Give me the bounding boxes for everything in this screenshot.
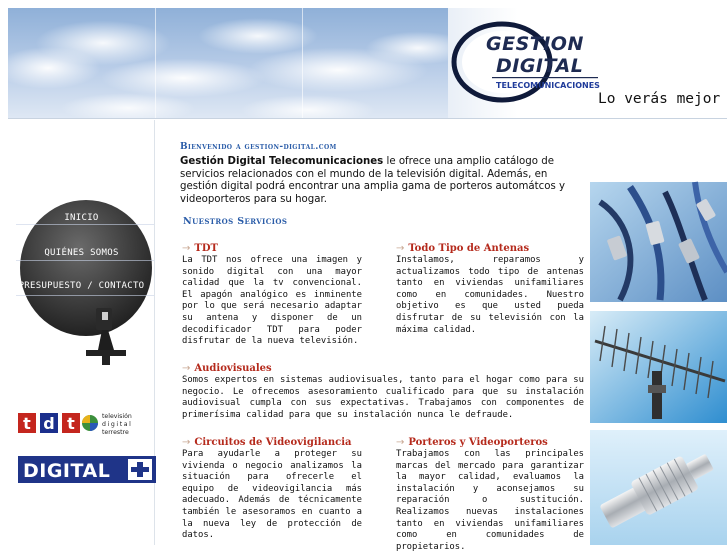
nav-divider [16, 295, 154, 296]
service-antenas [396, 243, 584, 336]
site-logo[interactable] [450, 16, 600, 104]
arrow-icon: → [182, 363, 191, 374]
nav-item-inicio[interactable]: INICIO [64, 213, 99, 223]
tdt-letter-t: t [23, 414, 31, 433]
service-text: Instalamos, reparamos y actualizamos todo tipo de antenas tanto en viviendas unifamiliares como en comunidades. Nuestro objetivo es que usted pueda disfrutar de su televisión con la máxima calidad. [396, 255, 584, 335]
digital-plus-text: DIGITAL [23, 460, 111, 482]
banner-divider [302, 8, 303, 119]
service-text: La TDT nos ofrece una imagen y sonido digital con una mayor calidad que la tv convencional. El apagón analógico es inminente por lo que será necesario adaptar su antena y disponer de un decodificador TDT para poder disfrutar de la nueva televisión. [182, 255, 362, 347]
banner-divider [155, 8, 156, 119]
yagi-antenna-photo [590, 311, 727, 423]
coaxial-cables-photo [590, 182, 727, 302]
digital-plus-logo[interactable] [18, 456, 156, 483]
intro-text: le ofrece una amplio catálogo de servicios relacionados con el mundo de la televisión digital. Además, en gestión digital podrá encontrar una amplia gama de porteros automátcos y videoporteros para su hogar. [180, 156, 566, 205]
nav-item-presupuesto-contacto[interactable]: PRESUPUESTO / CONTACTO [18, 281, 145, 291]
site-header [0, 0, 727, 118]
service-title-text: Audiovisuales [194, 363, 272, 374]
service-title-text: Todo Tipo de Antenas [408, 243, 530, 254]
sky-banner [8, 8, 448, 119]
tdt-letter-d: d [43, 414, 55, 433]
main-content [156, 120, 586, 552]
service-title [182, 437, 362, 449]
service-text: Somos expertos en sistemas audiovisuales, tanto para el hogar como para su negocio. Le ofrecemos asesoramiento cualificado para que su instalación audiovisual cumpla con sus expectativas. Trabajamos con componentes de primerísima calidad para que su instalación nunca le defraude. [182, 375, 584, 420]
nav-divider [16, 260, 154, 261]
service-title [396, 243, 584, 255]
logo-text-digital: DIGITAL [496, 55, 584, 77]
service-title-text: Porteros y Videoporteros [408, 437, 548, 448]
coax-connector-photo [590, 430, 727, 545]
arrow-icon: → [182, 243, 191, 254]
arrow-icon: → [396, 437, 405, 448]
tdt-caption-2: digital [102, 421, 133, 428]
service-text: Para ayudarle a proteger su vivienda o negocio analizamos la situación para ofrecerle el equipo de videovigilancia más adecuado. Además de técnicamente también le asesoramos en cuanto a la nueva ley de protección de datos. [182, 449, 362, 541]
service-title [182, 363, 584, 375]
services-heading: Nuestros Servicios [183, 216, 288, 227]
arrow-icon: → [396, 243, 405, 254]
arrow-icon: → [182, 437, 191, 448]
tdt-caption-3: terrestre [102, 429, 129, 436]
service-title-text: TDT [194, 243, 218, 254]
service-porteros [396, 437, 584, 553]
welcome-heading: Bienvenido a gestion-digital.com [180, 142, 337, 152]
nav-divider [16, 224, 154, 225]
service-title-text: Circuitos de Videovigilancia [194, 437, 352, 448]
service-text: Trabajamos con las principales marcas del mercado para garantizar la mayor calidad, evaluamos la instalación y aconsejamos su reparación o sustitución. Realizamos nuevas instalaciones tanto en viviendas unifamiliares como en comunidades de propietarios. [396, 449, 584, 552]
service-videovigilancia [182, 437, 362, 542]
tdt-caption-1: televisión [102, 413, 132, 420]
nav-item-quienes-somos[interactable]: QUIÉNES SOMOS [44, 248, 119, 258]
slogan: Lo verás mejor [598, 91, 721, 107]
sidebar [8, 120, 155, 545]
tdt-letter-t2: t [67, 414, 75, 433]
service-title [396, 437, 584, 449]
intro-brand: Gestión Digital Telecomunicaciones [180, 156, 384, 167]
logo-text-gestion: GESTION [486, 33, 584, 55]
service-tdt [182, 243, 362, 348]
logo-text-telecom: TELECOMUNICACIONES [496, 81, 600, 90]
service-audiovisuales [182, 363, 584, 421]
tdt-logo[interactable] [18, 410, 158, 436]
service-title [182, 243, 362, 255]
intro-paragraph [180, 156, 580, 206]
header-divider [8, 118, 727, 119]
